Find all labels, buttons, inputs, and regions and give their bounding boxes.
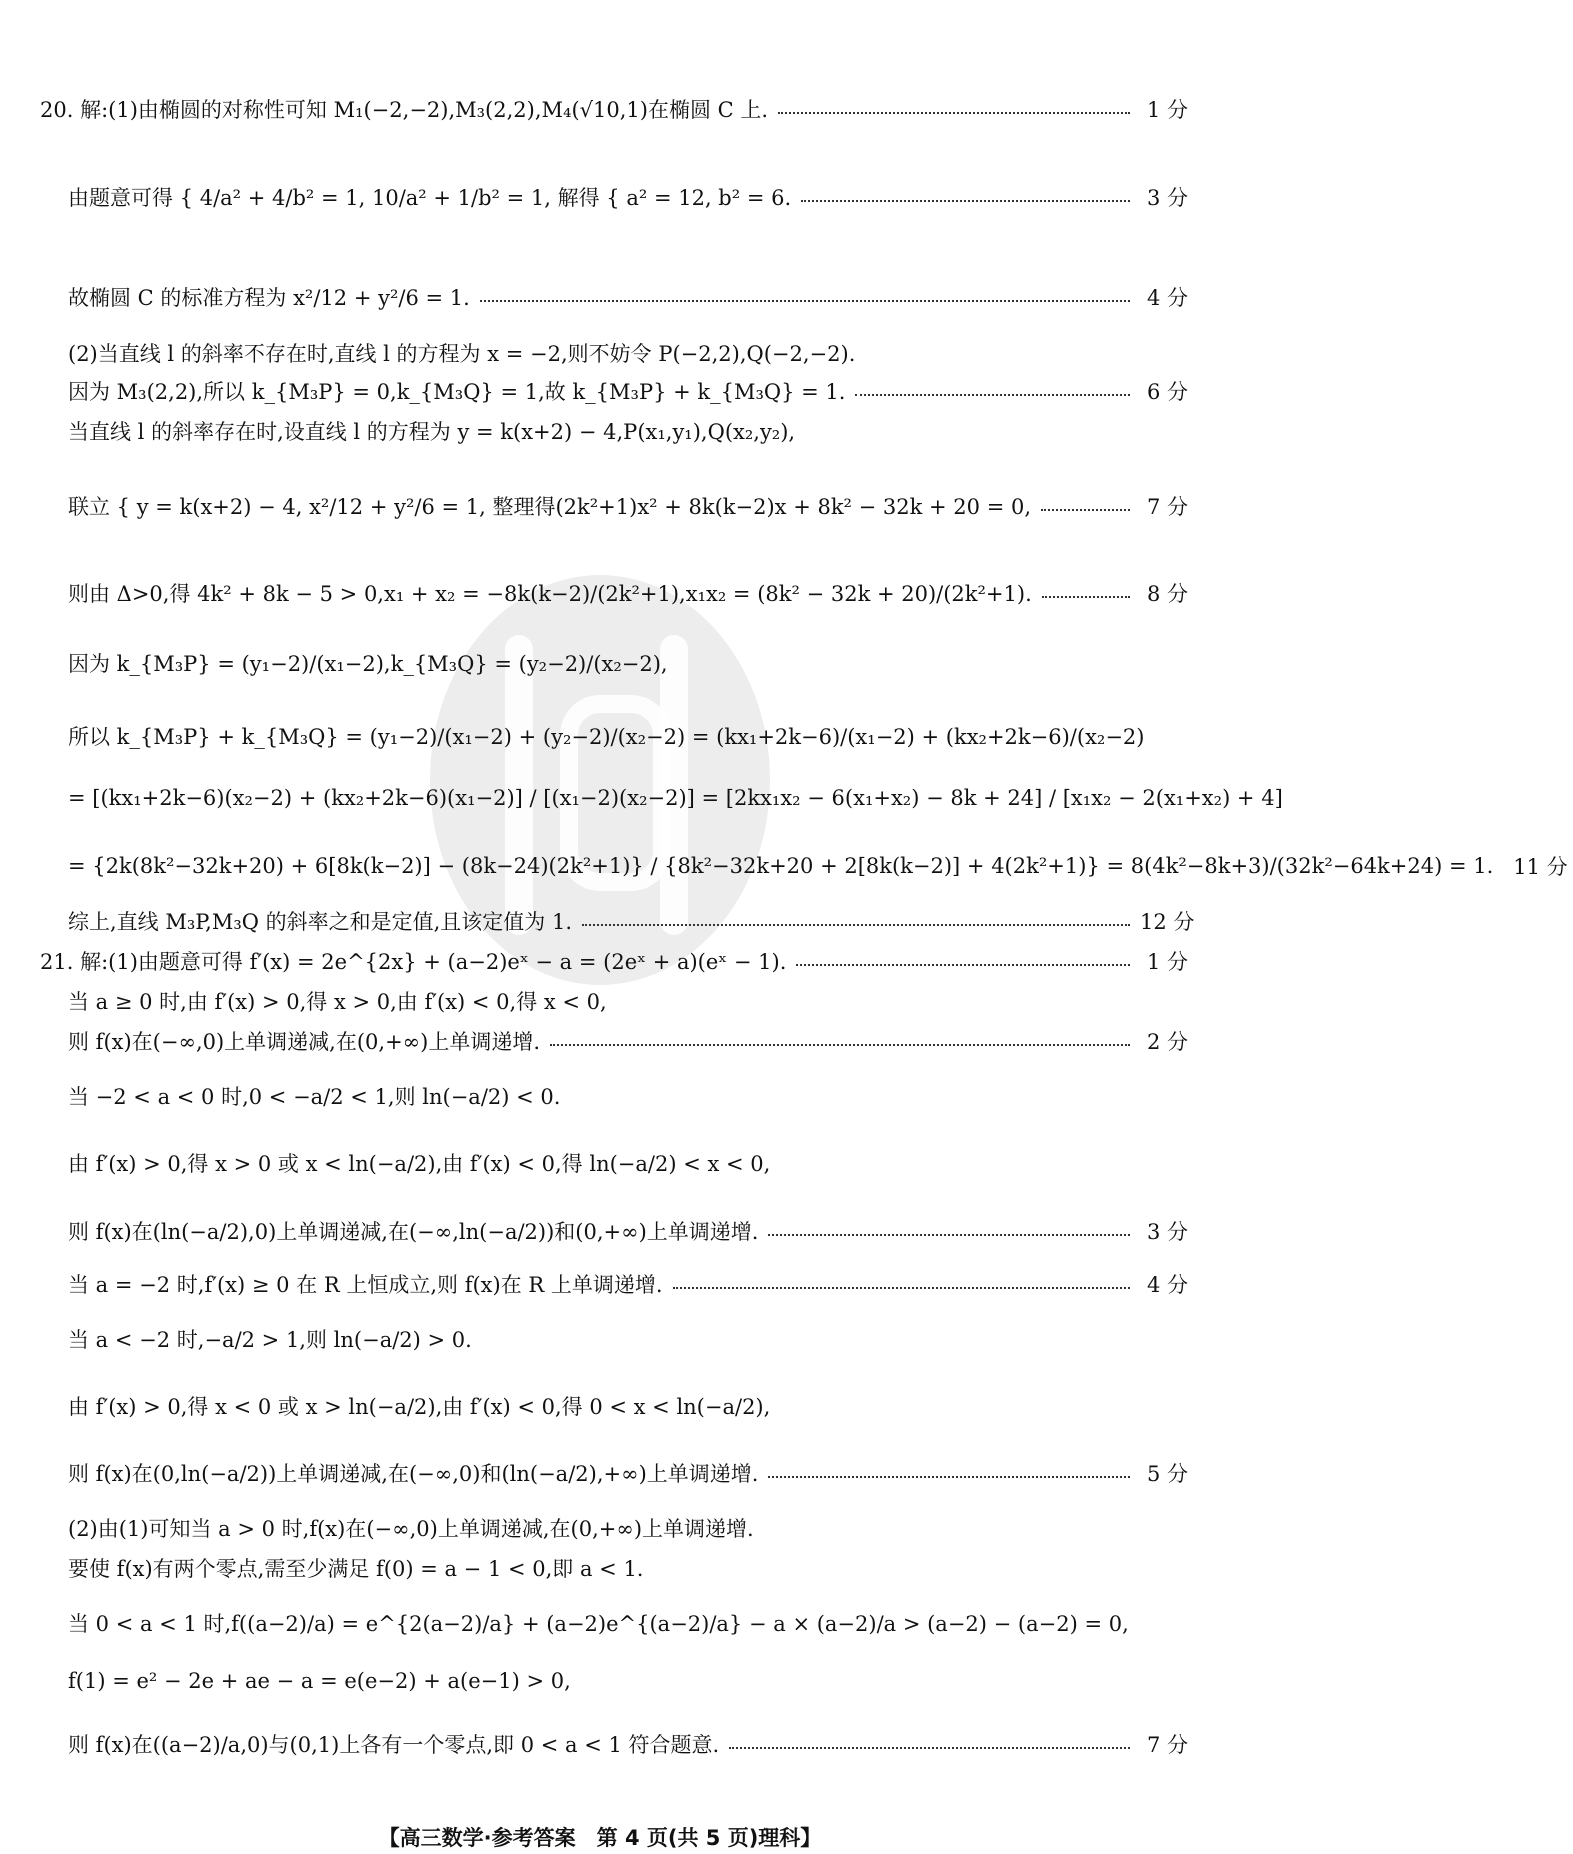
line-text: 21. 解:(1)由题意可得 f′(x) = 2e^{2x} + (a−2)eˣ − a = (2eˣ + a)(eˣ − 1). (40, 950, 787, 974)
answer-line (0, 182, 1200, 212)
answer-line (0, 1608, 1200, 1638)
answer-line (0, 1729, 1200, 1759)
answer-line (0, 1269, 1200, 1299)
score-label: 2 分 (1146, 1030, 1188, 1054)
line-text: 当 a = −2 时,f′(x) ≥ 0 在 R 上恒成立,则 f(x)在 R 上单调递增. (68, 1273, 663, 1297)
line-text: 由题意可得 { 4/a² + 4/b² = 1, 10/a² + 1/b² = 1, 解得 { a² = 12, b² = 6. (68, 186, 792, 210)
line-text: 所以 k_{M₃P} + k_{M₃Q} = (y₁−2)/(x₁−2) + (y₂−2)/(x₂−2) = (kx₁+2k−6)/(x₁−2) + (kx₂+2k−6)/(x₂−2) (68, 725, 1145, 749)
answer-line (0, 986, 1200, 1016)
line-text: 要使 f(x)有两个零点,需至少满足 f(0) = a − 1 < 0,即 a < 1. (68, 1557, 644, 1581)
answer-line (0, 1458, 1200, 1488)
dot-leader (729, 1747, 1130, 1749)
line-text: = {2k(8k²−32k+20) + 6[8k(k−2)] − (8k−24)(2k²+1)} / {8k²−32k+20 + 2[8k(k−2)] + 4(2k²+1)} = 8(4k²−8k+3)/(32k²−64k+24) = 1. (68, 854, 1494, 878)
dot-leader (550, 1044, 1130, 1046)
line-text: 则 f(x)在((a−2)/a,0)与(0,1)上各有一个零点,即 0 < a < 1 符合题意. (68, 1733, 720, 1757)
answer-line (0, 1148, 1200, 1178)
dot-leader (673, 1287, 1130, 1289)
line-text: 因为 k_{M₃P} = (y₁−2)/(x₁−2),k_{M₃Q} = (y₂−2)/(x₂−2), (68, 652, 668, 676)
answer-line (0, 906, 1200, 936)
line-text: (2)由(1)可知当 a > 0 时,f(x)在(−∞,0)上单调递减,在(0,+∞)上单调递增. (68, 1517, 754, 1541)
line-text: (2)当直线 l 的斜率不存在时,直线 l 的方程为 x = −2,则不妨令 P(−2,2),Q(−2,−2). (68, 342, 856, 366)
score-label: 11 分 (1513, 855, 1568, 879)
line-text: 联立 { y = k(x+2) − 4, x²/12 + y²/6 = 1, 整理得(2k²+1)x² + 8k(k−2)x + 8k² − 32k + 20 = 0, (68, 495, 1032, 519)
line-text: 当直线 l 的斜率存在时,设直线 l 的方程为 y = k(x+2) − 4,P(x₁,y₁),Q(x₂,y₂), (68, 420, 796, 444)
page-footer: 【高三数学·参考答案 第 4 页(共 5 页)理科】 (378, 1826, 822, 1850)
score-label: 5 分 (1146, 1462, 1188, 1486)
score-label: 12 分 (1140, 910, 1195, 934)
line-text: 则 f(x)在(0,ln(−a/2))上单调递减,在(−∞,0)和(ln(−a/2),+∞)上单调递增. (68, 1462, 759, 1486)
answer-line (0, 282, 1200, 312)
line-text: 则 f(x)在(−∞,0)上单调递减,在(0,+∞)上单调递增. (68, 1030, 541, 1054)
answer-line (0, 1081, 1200, 1111)
line-text: = [(kx₁+2k−6)(x₂−2) + (kx₂+2k−6)(x₁−2)] / [(x₁−2)(x₂−2)] = [2kx₁x₂ − 6(x₁+x₂) − 8k + 24] / [x₁x₂ − 2(x₁+x₂) + 4] (68, 786, 1283, 810)
score-label: 6 分 (1146, 380, 1188, 404)
dot-leader (1041, 509, 1130, 511)
dot-leader (480, 300, 1130, 302)
line-text: 由 f′(x) > 0,得 x < 0 或 x > ln(−a/2),由 f′(x) < 0,得 0 < x < ln(−a/2), (68, 1395, 771, 1419)
dot-leader (796, 964, 1130, 966)
dot-leader (582, 924, 1130, 926)
answer-line (0, 1513, 1200, 1543)
line-text: 故椭圆 C 的标准方程为 x²/12 + y²/6 = 1. (68, 286, 470, 310)
score-label: 3 分 (1146, 1220, 1188, 1244)
line-text: 当 a < −2 时,−a/2 > 1,则 ln(−a/2) > 0. (68, 1328, 472, 1352)
answer-line (0, 786, 1283, 810)
line-text: 20. 解:(1)由椭圆的对称性可知 M₁(−2,−2),M₃(2,2),M₄(√10,1)在椭圆 C 上. (40, 98, 769, 122)
dot-leader (778, 112, 1130, 114)
answer-line (0, 721, 1200, 751)
line-text: 则由 Δ>0,得 4k² + 8k − 5 > 0,x₁ + x₂ = −8k(k−2)/(2k²+1),x₁x₂ = (8k² − 32k + 20)/(2k²+1). (68, 582, 1032, 606)
line-text: 因为 M₃(2,2),所以 k_{M₃P} = 0,k_{M₃Q} = 1,故 k_{M₃P} + k_{M₃Q} = 1. (68, 380, 846, 404)
dot-leader (855, 394, 1130, 396)
score-label: 1 分 (1146, 950, 1188, 974)
answer-line (0, 851, 1568, 881)
line-text: 综上,直线 M₃P,M₃Q 的斜率之和是定值,且该定值为 1. (68, 910, 573, 934)
score-label: 4 分 (1146, 1273, 1188, 1297)
answer-line (0, 1391, 1200, 1421)
answer-line (0, 94, 1200, 124)
line-text: 当 a ≥ 0 时,由 f′(x) > 0,得 x > 0,由 f′(x) < 0,得 x < 0, (68, 990, 607, 1014)
score-label: 3 分 (1146, 186, 1188, 210)
line-text: 当 −2 < a < 0 时,0 < −a/2 < 1,则 ln(−a/2) < 0. (68, 1085, 561, 1109)
answer-line (0, 648, 1200, 678)
score-label: 7 分 (1146, 495, 1188, 519)
answer-line (0, 1553, 1200, 1583)
answer-line (0, 1669, 1200, 1693)
answer-line (0, 1216, 1200, 1246)
answer-line (0, 376, 1200, 406)
dot-leader (1042, 596, 1130, 598)
dot-leader (801, 200, 1130, 202)
answer-line (0, 338, 1200, 368)
line-text: 当 0 < a < 1 时,f((a−2)/a) = e^{2(a−2)/a} + (a−2)e^{(a−2)/a} − a × (a−2)/a > (a−2) − (a−2) = 0, (68, 1612, 1129, 1636)
line-text: f(1) = e² − 2e + ae − a = e(e−2) + a(e−1) > 0, (68, 1669, 571, 1693)
score-label: 1 分 (1146, 98, 1188, 122)
answer-line (0, 1026, 1200, 1056)
dot-leader (768, 1234, 1130, 1236)
answer-line (0, 416, 1200, 446)
line-text: 由 f′(x) > 0,得 x > 0 或 x < ln(−a/2),由 f′(x) < 0,得 ln(−a/2) < x < 0, (68, 1152, 771, 1176)
line-text: 则 f(x)在(ln(−a/2),0)上单调递减,在(−∞,ln(−a/2))和(0,+∞)上单调递增. (68, 1220, 759, 1244)
answer-line (0, 946, 1200, 976)
dot-leader (768, 1476, 1130, 1478)
score-label: 8 分 (1146, 582, 1188, 606)
score-label: 4 分 (1146, 286, 1188, 310)
answer-line (0, 491, 1200, 521)
answer-line (0, 578, 1200, 608)
score-label: 7 分 (1146, 1733, 1188, 1757)
answer-line (0, 1324, 1200, 1354)
